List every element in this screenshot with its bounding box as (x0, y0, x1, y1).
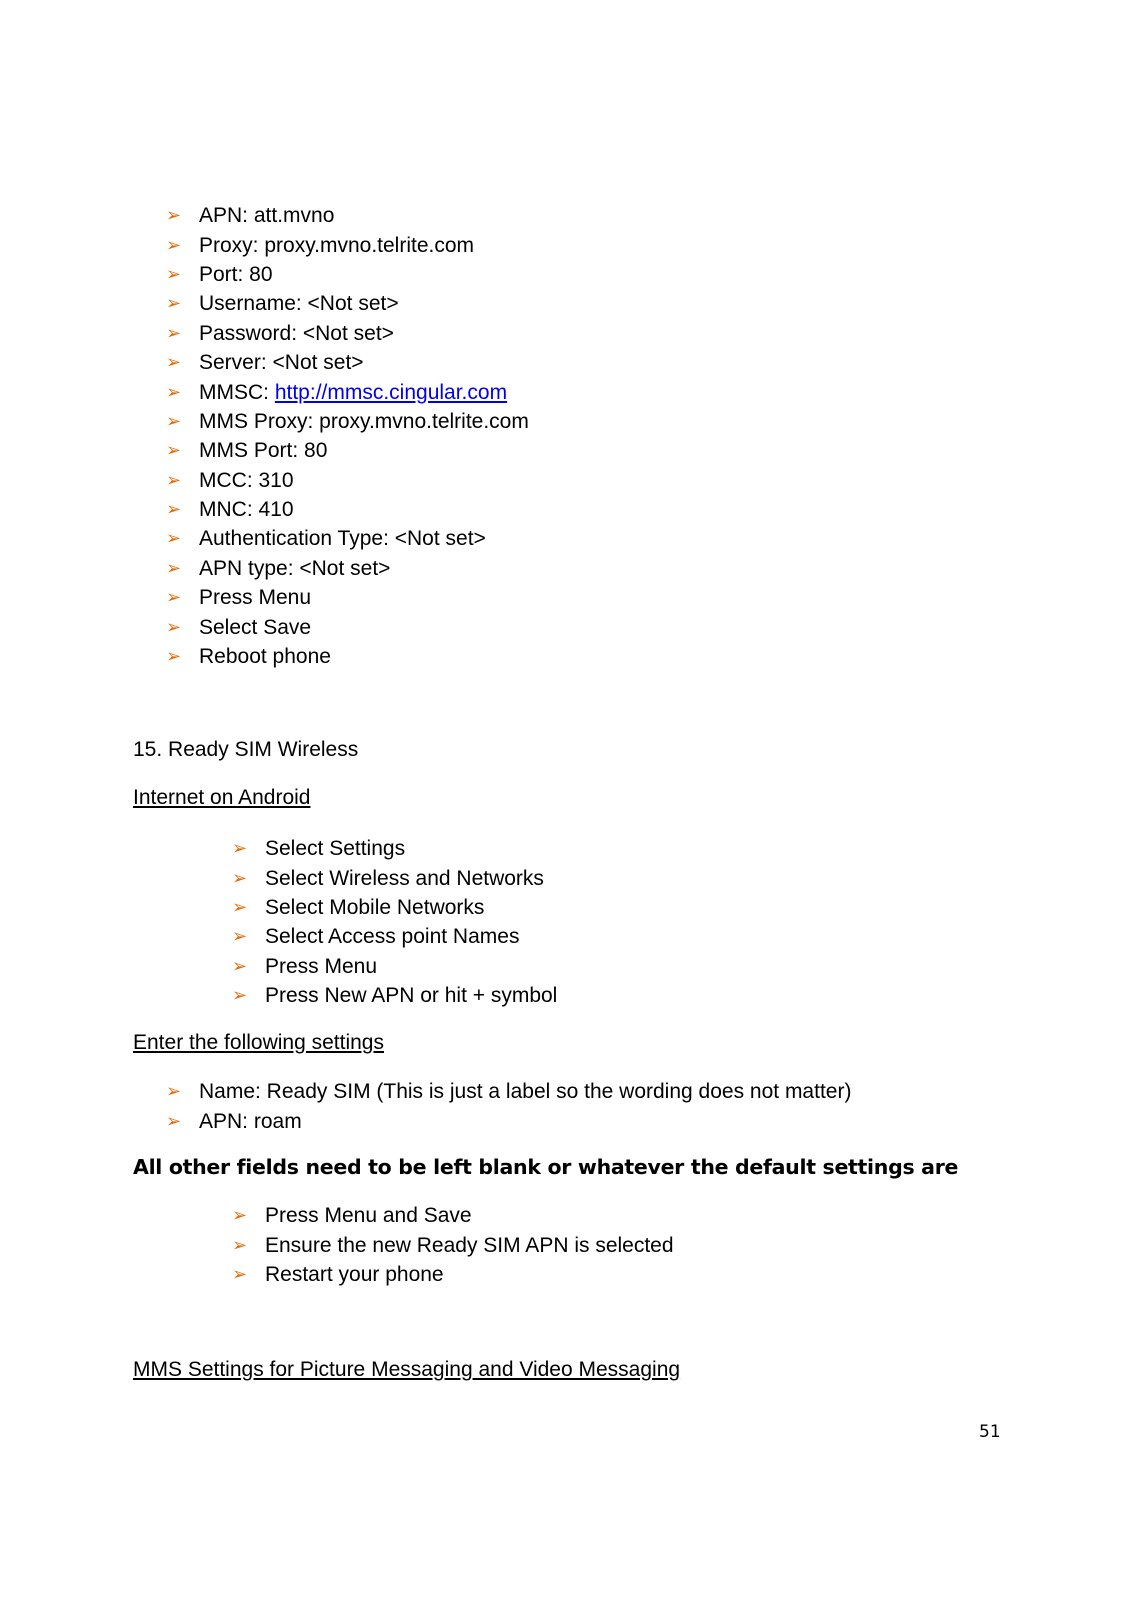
android-step-item-text: Select Mobile Networks (265, 895, 485, 919)
apn-settings-list (166, 201, 529, 671)
arrow-bullet-icon: ➢ (166, 410, 182, 432)
android-step-item (232, 981, 557, 1010)
android-step-item (232, 952, 557, 981)
arrow-bullet-icon: ➢ (166, 646, 182, 668)
arrow-bullet-icon: ➢ (232, 896, 248, 918)
final-step-item (232, 1230, 674, 1259)
arrow-bullet-icon: ➢ (166, 1110, 182, 1132)
apn-setting-item-text: MMS Port: 80 (199, 439, 328, 463)
apn-setting-item-text: MNC: 410 (199, 498, 294, 522)
arrow-bullet-icon: ➢ (232, 955, 248, 977)
final-step-item-text: Press Menu and Save (265, 1204, 472, 1228)
apn-setting-item-text: Reboot phone (199, 645, 331, 669)
arrow-bullet-icon: ➢ (166, 352, 182, 374)
apn-setting-item (166, 230, 529, 259)
apn-setting-item (166, 289, 529, 318)
arrow-bullet-icon: ➢ (166, 440, 182, 462)
final-steps-list (232, 1201, 674, 1289)
arrow-bullet-icon: ➢ (166, 557, 182, 579)
arrow-bullet-icon: ➢ (166, 528, 182, 550)
apn-setting-item-text: Press Menu (199, 586, 312, 610)
android-step-item-text: Press Menu (265, 954, 378, 978)
mms-heading: MMS Settings for Picture Messaging and Video Messaging (133, 1358, 681, 1381)
apn-setting-item-text: Password: <Not set> (199, 321, 394, 345)
apn-setting-item (166, 583, 529, 612)
apn-setting-item (166, 260, 529, 289)
ready-sim-setting-item-text: APN: roam (199, 1109, 302, 1133)
arrow-bullet-icon: ➢ (166, 499, 182, 521)
apn-setting-item (166, 319, 529, 348)
android-step-item-text: Select Settings (265, 837, 406, 861)
android-step-item (232, 863, 557, 892)
android-step-item-text: Select Wireless and Networks (265, 866, 544, 890)
arrow-bullet-icon: ➢ (232, 1234, 248, 1256)
enter-settings-heading: Enter the following settings (133, 1031, 384, 1054)
arrow-bullet-icon: ➢ (166, 381, 182, 403)
apn-setting-item-text: Port: 80 (199, 262, 273, 286)
apn-setting-item-text: Proxy: proxy.mvno.telrite.com (199, 233, 475, 257)
ready-sim-setting-item (166, 1077, 851, 1106)
bold-note: All other fields need to be left blank or whatever the default settings are (133, 1155, 959, 1179)
arrow-bullet-icon: ➢ (166, 1081, 182, 1103)
arrow-bullet-icon: ➢ (232, 838, 248, 860)
arrow-bullet-icon: ➢ (166, 263, 182, 285)
apn-setting-item (166, 612, 529, 641)
apn-setting-item-text: MCC: 310 (199, 468, 294, 492)
apn-setting-item-text: APN: att.mvno (199, 204, 335, 228)
apn-setting-item (166, 495, 529, 524)
apn-setting-item-text: MMS Proxy: proxy.mvno.telrite.com (199, 409, 529, 433)
apn-setting-item (166, 201, 529, 230)
android-step-item (232, 893, 557, 922)
arrow-bullet-icon: ➢ (166, 322, 182, 344)
apn-setting-item (166, 436, 529, 465)
arrow-bullet-icon: ➢ (166, 469, 182, 491)
section-heading: 15. Ready SIM Wireless (133, 738, 359, 761)
android-step-item-text: Press New APN or hit + symbol (265, 984, 558, 1008)
arrow-bullet-icon: ➢ (232, 867, 248, 889)
apn-setting-item-text: APN type: <Not set> (199, 556, 391, 580)
arrow-bullet-icon: ➢ (166, 616, 182, 638)
apn-setting-item-text: Username: <Not set> (199, 292, 399, 316)
ready-sim-setting-item (166, 1106, 851, 1135)
arrow-bullet-icon: ➢ (232, 985, 248, 1007)
page-number: 51 (979, 1422, 1001, 1442)
apn-setting-item-text: Server: <Not set> (199, 351, 364, 375)
mmsc-link[interactable]: http://mmsc.cingular.com (274, 380, 508, 404)
arrow-bullet-icon: ➢ (232, 1205, 248, 1227)
apn-setting-item (166, 524, 529, 553)
ready-sim-settings-list (166, 1077, 851, 1136)
android-step-item-text: Select Access point Names (265, 925, 520, 949)
apn-setting-item-text: Authentication Type: <Not set> (199, 527, 486, 551)
android-step-item (232, 922, 557, 951)
apn-setting-item (166, 642, 529, 671)
internet-heading: Internet on Android (133, 786, 311, 809)
arrow-bullet-icon: ➢ (166, 293, 182, 315)
apn-setting-item-text: Select Save (199, 615, 312, 639)
final-step-item (232, 1201, 674, 1230)
final-step-item-text: Ensure the new Ready SIM APN is selected (265, 1233, 674, 1257)
arrow-bullet-icon: ➢ (166, 234, 182, 256)
arrow-bullet-icon: ➢ (166, 205, 182, 227)
apn-setting-item (166, 348, 529, 377)
arrow-bullet-icon: ➢ (232, 926, 248, 948)
android-step-item (232, 834, 557, 863)
apn-setting-item (166, 466, 529, 495)
arrow-bullet-icon: ➢ (166, 587, 182, 609)
ready-sim-setting-item-text: Name: Ready SIM (This is just a label so the wording does not matter) (199, 1080, 852, 1104)
apn-setting-item (166, 554, 529, 583)
arrow-bullet-icon: ➢ (232, 1263, 248, 1285)
mmsc-label: MMSC: (199, 380, 275, 404)
final-step-item-text: Restart your phone (265, 1262, 444, 1286)
apn-setting-item (166, 407, 529, 436)
apn-setting-item (166, 377, 529, 406)
android-steps-list (232, 834, 557, 1010)
final-step-item (232, 1260, 674, 1289)
